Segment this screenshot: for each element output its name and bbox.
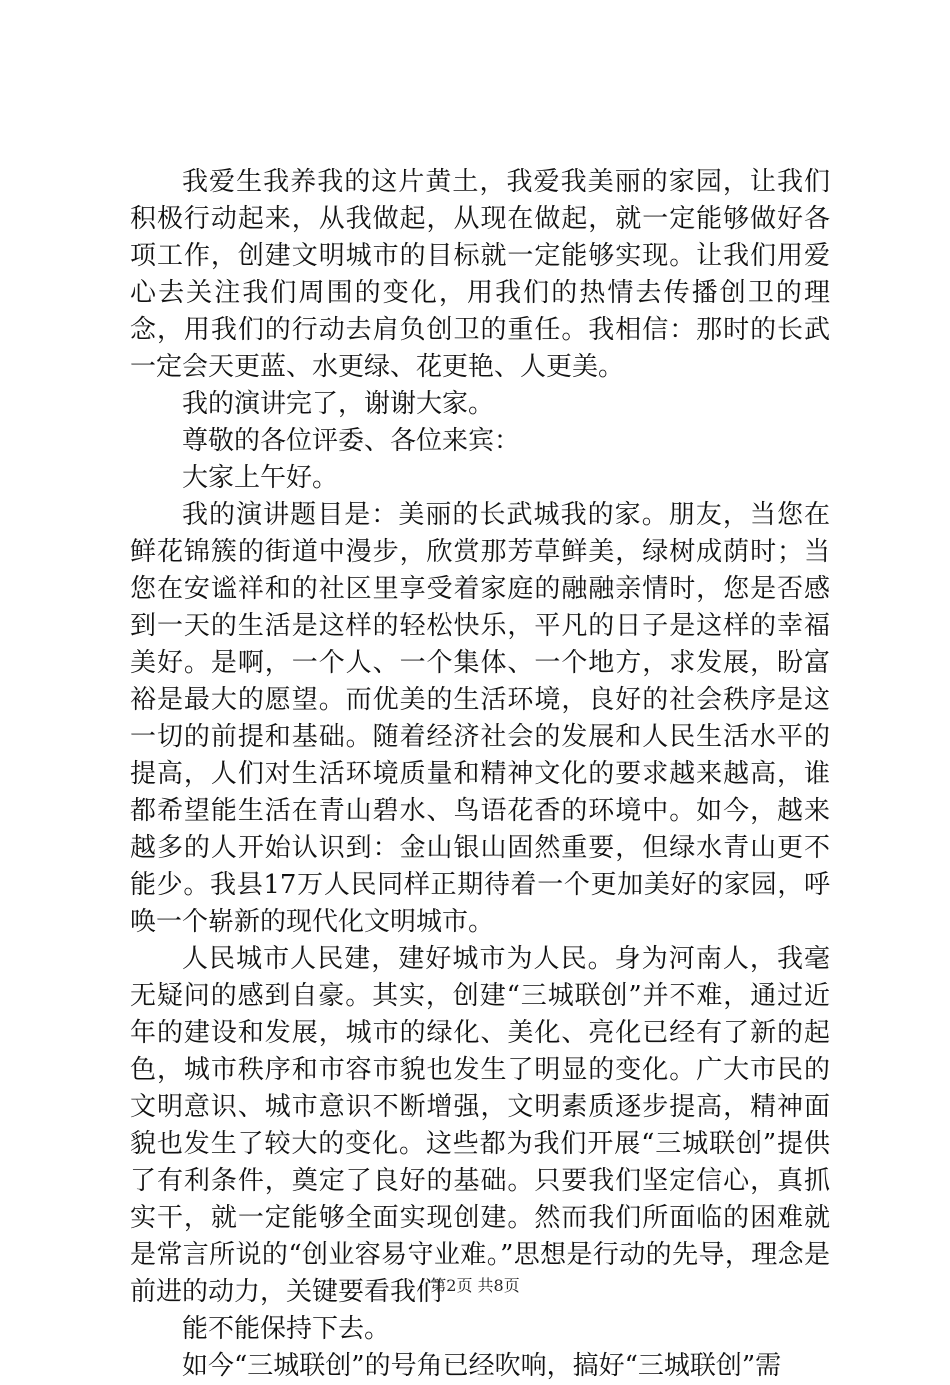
paragraph-1: 我爱生我养我的这片黄土，我爱我美丽的家园，让我们积极行动起来，从我做起，从现在做起，就一定能够做好各项工作，创建文明城市的目标就一定能够实现。让我们用爱心去关注我们周围的变化，用我们的热情去传播创卫的理念，用我们的行动去肩负创卫的重任。我相信：那时的长武一定会天更蓝、水更绿、花更艳、人更美。	[130, 167, 830, 382]
paragraph-4: 大家上午好。	[182, 463, 339, 493]
paragraph-2: 我的演讲完了，谢谢大家。	[182, 389, 495, 419]
paragraph-8: 如今“三城联创”的号角已经吹响，搞好“三城联创”需	[182, 1351, 782, 1381]
paragraph-3: 尊敬的各位评委、各位来宾：	[182, 426, 521, 456]
paragraph-6: 人民城市人民建，建好城市为人民。身为河南人，我毫无疑问的感到自豪。其实，创建“三城联创”并不难，通过近年的建设和发展，城市的绿化、美化、亮化已经有了新的起色，城市秩序和市容市貌也发生了明显的变化。广大市民的文明意识、城市意识不断增强，文明素质逐步提高，精神面貌也发生了较大的变化。这些都为我们开展“三城联创”提供了有利条件，奠定了良好的基础。只要我们坚定信心，真抓实干，就一定能够全面实现创建。然而我们所面临的困难就是常言所说的“创业容易守业难。”思想是行动的先导，理念是前进的动力，关键要看我们	[130, 944, 830, 1307]
page-number-footer: 第2页 共8页	[430, 1276, 520, 1295]
paragraph-5: 我的演讲题目是：美丽的长武城我的家。朋友，当您在鲜花锦簇的街道中漫步，欣赏那芳草鲜美，绿树成荫时；当您在安谧祥和的社区里享受着家庭的融融亲情时，您是否感到一天的生活是这样的轻松快乐，平凡的日子是这样的幸福美好。是啊，一个人、一个集体、一个地方，求发展，盼富裕是最大的愿望。而优美的生活环境，良好的社会秩序是这一切的前提和基础。随着经济社会的发展和人民生活水平的提高，人们对生活环境质量和精神文化的要求越来越高，谁都希望能生活在青山碧水、鸟语花香的环境中。如今，越来越多的人开始认识到：金山银山固然重要，但绿水青山更不能少。我县17万人民同样正期待着一个更加美好的家园，呼唤一个崭新的现代化文明城市。	[130, 500, 830, 937]
paragraph-7: 能不能保持下去。	[182, 1314, 391, 1344]
body-text	[130, 164, 830, 1385]
